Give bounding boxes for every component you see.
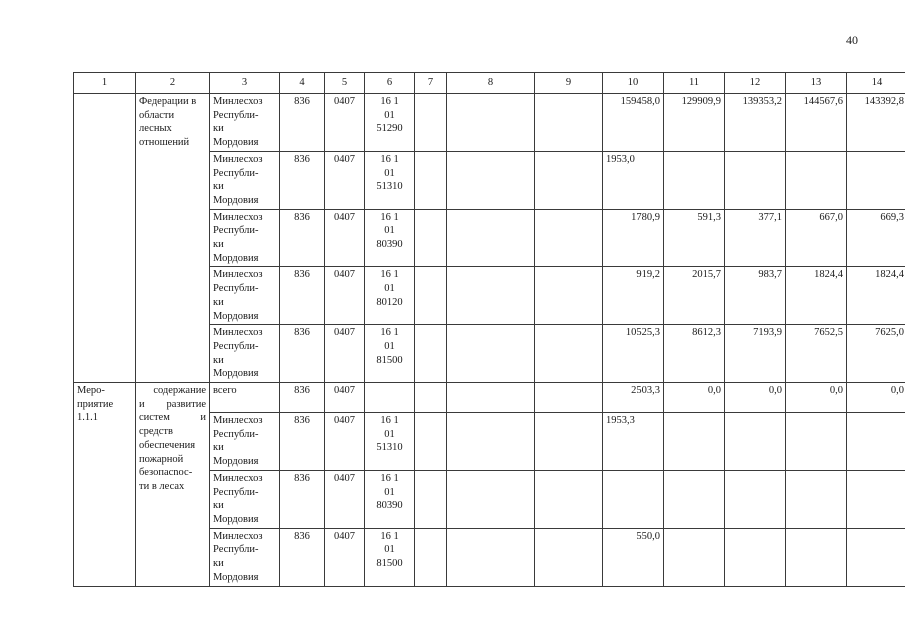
value-cell	[603, 470, 664, 528]
value-cell: 143392,8	[847, 94, 905, 152]
col8-cell	[447, 383, 535, 413]
column-header: 13	[786, 73, 847, 94]
value-cell	[786, 413, 847, 471]
grbs-cell: 836	[280, 209, 325, 267]
value-cell: 667,0	[786, 209, 847, 267]
value-cell: 139353,2	[725, 94, 786, 152]
csr-cell: 16 1 01 80390	[365, 209, 415, 267]
description-word: и	[139, 398, 145, 410]
col8-cell	[447, 209, 535, 267]
executor-cell: Минлесхоз Республи- ки Мордовия	[210, 209, 280, 267]
value-cell: 0,0	[725, 383, 786, 413]
grbs-cell: 836	[280, 94, 325, 152]
grbs-cell: 836	[280, 267, 325, 325]
budget-table	[73, 72, 905, 587]
col8-cell	[447, 151, 535, 209]
value-cell: 919,2	[603, 267, 664, 325]
col8-cell	[447, 413, 535, 471]
col9-cell	[535, 267, 603, 325]
rzpr-cell: 0407	[325, 413, 365, 471]
vr-cell	[415, 209, 447, 267]
vr-cell	[415, 528, 447, 586]
grbs-cell: 836	[280, 151, 325, 209]
rzpr-cell: 0407	[325, 470, 365, 528]
executor-cell: Минлесхоз Республи- ки Мордовия	[210, 528, 280, 586]
value-cell: 129909,9	[664, 94, 725, 152]
value-cell: 7193,9	[725, 325, 786, 383]
rzpr-cell: 0407	[325, 528, 365, 586]
value-cell: 983,7	[725, 267, 786, 325]
value-cell: 669,3	[847, 209, 905, 267]
item-cell	[74, 383, 136, 586]
grbs-cell: 836	[280, 470, 325, 528]
value-cell: 7625,0	[847, 325, 905, 383]
value-cell: 1780,9	[603, 209, 664, 267]
vr-cell	[415, 94, 447, 152]
value-cell: 2015,7	[664, 267, 725, 325]
column-header: 6	[365, 73, 415, 94]
value-cell: 8612,3	[664, 325, 725, 383]
value-cell	[725, 151, 786, 209]
value-cell	[664, 151, 725, 209]
value-cell: 0,0	[847, 383, 905, 413]
vr-cell	[415, 470, 447, 528]
grbs-cell: 836	[280, 325, 325, 383]
executor-cell: Минлесхоз Республи- ки Мордовия	[210, 267, 280, 325]
col8-cell	[447, 267, 535, 325]
value-cell: 7652,5	[786, 325, 847, 383]
header-row	[74, 73, 905, 94]
vr-cell	[415, 151, 447, 209]
description-tail: ти в лесах	[139, 480, 185, 492]
column-header: 5	[325, 73, 365, 94]
rzpr-cell: 0407	[325, 94, 365, 152]
col9-cell	[535, 383, 603, 413]
table-row	[74, 383, 905, 413]
value-cell	[725, 528, 786, 586]
value-cell: 1824,4	[786, 267, 847, 325]
rzpr-cell: 0407	[325, 267, 365, 325]
csr-cell: 16 1 01 80390	[365, 470, 415, 528]
value-cell	[664, 470, 725, 528]
value-cell: 2503,3	[603, 383, 664, 413]
column-header: 2	[136, 73, 210, 94]
executor-cell: Минлесхоз Республи- ки Мордовия	[210, 325, 280, 383]
value-cell	[786, 151, 847, 209]
description-word: развитие	[166, 398, 206, 410]
value-cell: 159458,0	[603, 94, 664, 152]
grbs-cell: 836	[280, 413, 325, 471]
grbs-cell: 836	[280, 383, 325, 413]
value-cell	[664, 413, 725, 471]
value-cell: 1953,3	[603, 413, 664, 471]
column-header: 3	[210, 73, 280, 94]
column-header: 10	[603, 73, 664, 94]
description-text: средств обеспечения пожарной безопасnос-	[139, 426, 196, 479]
value-cell	[786, 470, 847, 528]
csr-cell	[365, 383, 415, 413]
column-header: 14	[847, 73, 905, 94]
grbs-cell: 836	[280, 528, 325, 586]
description-word: и	[200, 412, 206, 424]
executor-cell: Минлесхоз Республи- ки Мордовия	[210, 413, 280, 471]
col8-cell	[447, 94, 535, 152]
description-cell	[136, 383, 210, 586]
value-cell: 550,0	[603, 528, 664, 586]
value-cell: 591,3	[664, 209, 725, 267]
value-cell	[847, 528, 905, 586]
value-cell	[664, 528, 725, 586]
col9-cell	[535, 470, 603, 528]
value-cell: 1824,4	[847, 267, 905, 325]
value-cell	[847, 413, 905, 471]
description-line	[139, 411, 206, 425]
item-label-line: приятие	[77, 398, 114, 410]
vr-cell	[415, 383, 447, 413]
value-cell: 0,0	[786, 383, 847, 413]
description-word: систем	[139, 412, 170, 424]
column-header: 8	[447, 73, 535, 94]
csr-cell: 16 1 01 51310	[365, 151, 415, 209]
value-cell: 1953,0	[603, 151, 664, 209]
column-header: 1	[74, 73, 136, 94]
column-header: 7	[415, 73, 447, 94]
vr-cell	[415, 413, 447, 471]
value-cell	[725, 470, 786, 528]
value-cell: 144567,6	[786, 94, 847, 152]
description-line: содержание	[153, 385, 206, 397]
value-cell	[847, 151, 905, 209]
rzpr-cell: 0407	[325, 151, 365, 209]
col9-cell	[535, 94, 603, 152]
value-cell	[725, 413, 786, 471]
col8-cell	[447, 325, 535, 383]
csr-cell: 16 1 01 81500	[365, 325, 415, 383]
value-cell	[786, 528, 847, 586]
col8-cell	[447, 470, 535, 528]
csr-cell: 16 1 01 80120	[365, 267, 415, 325]
column-header: 12	[725, 73, 786, 94]
description-cell: Федерации в области лесных отношений	[136, 94, 210, 383]
table-row	[74, 94, 905, 152]
page-number: 40	[846, 33, 858, 47]
csr-cell: 16 1 01 51290	[365, 94, 415, 152]
item-label-line: 1.1.1	[77, 412, 98, 424]
rzpr-cell: 0407	[325, 383, 365, 413]
executor-cell: всего	[210, 383, 280, 413]
col9-cell	[535, 151, 603, 209]
col8-cell	[447, 528, 535, 586]
col9-cell	[535, 413, 603, 471]
executor-cell: Минлесхоз Республи- ки Мордовия	[210, 151, 280, 209]
col9-cell	[535, 528, 603, 586]
vr-cell	[415, 267, 447, 325]
column-header: 11	[664, 73, 725, 94]
value-cell	[847, 470, 905, 528]
executor-cell: Минлесхоз Республи- ки Мордовия	[210, 94, 280, 152]
description-line	[139, 398, 206, 412]
rzpr-cell: 0407	[325, 325, 365, 383]
vr-cell	[415, 325, 447, 383]
item-label-line: Меро-	[77, 385, 105, 397]
csr-cell: 16 1 01 51310	[365, 413, 415, 471]
col9-cell	[535, 209, 603, 267]
executor-cell: Минлесхоз Республи- ки Мордовия	[210, 470, 280, 528]
column-header: 4	[280, 73, 325, 94]
column-header: 9	[535, 73, 603, 94]
value-cell: 10525,3	[603, 325, 664, 383]
col9-cell	[535, 325, 603, 383]
csr-cell: 16 1 01 81500	[365, 528, 415, 586]
value-cell: 0,0	[664, 383, 725, 413]
rzpr-cell: 0407	[325, 209, 365, 267]
item-cell	[74, 94, 136, 383]
value-cell: 377,1	[725, 209, 786, 267]
